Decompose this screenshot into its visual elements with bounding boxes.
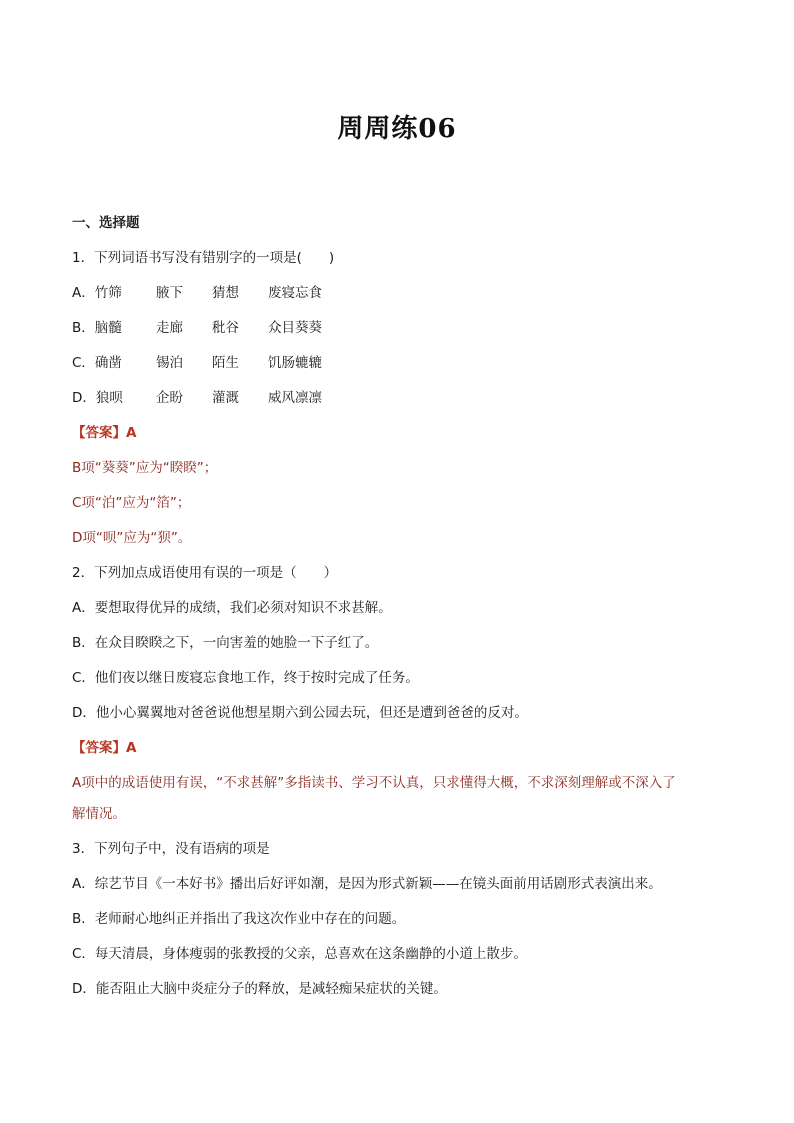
explanation-line: 解情况。 bbox=[72, 806, 126, 822]
question-1-explanation-b: B项“葵葵”应为“睽睽”； bbox=[72, 460, 218, 476]
question-1-stem: 1．下列词语书写没有错别字的一项是( ) bbox=[72, 250, 335, 266]
question-3-option-b: B．老师耐心地纠正并指出了我这次作业中存在的问题。 bbox=[72, 911, 406, 927]
option-word: 猜想 bbox=[212, 285, 239, 301]
option-label: A．竹筛 bbox=[72, 285, 122, 301]
question-1-answer: 【答案】A bbox=[72, 425, 137, 441]
option-word: 灌溉 bbox=[212, 390, 239, 406]
option-word: 废寝忘食 bbox=[268, 285, 322, 301]
question-3-option-a: A．综艺节目《一本好书》播出后好评如潮，是因为形式新颖——在镜头面前用话剧形式表演出来。 bbox=[72, 876, 662, 892]
option-word: 腋下 bbox=[156, 285, 183, 301]
question-1-option-a bbox=[72, 276, 732, 311]
question-2-stem: 2．下列加点成语使用有误的一项是（ ） bbox=[72, 565, 338, 581]
page-title: 周周练06 bbox=[337, 114, 457, 144]
question-1-option-c bbox=[72, 346, 732, 381]
option-label: D．狼呗 bbox=[72, 390, 123, 406]
option-word: 威风凛凛 bbox=[268, 390, 322, 406]
explanation-line: A项中的成语使用有误，“不求甚解”多指读书、学习不认真，只求懂得大概，不求深刻理解或不深入了 bbox=[72, 775, 676, 791]
option-word: 秕谷 bbox=[212, 320, 239, 336]
question-3-option-d: D．能否阻止大脑中炎症分子的释放，是减轻痴呆症状的关键。 bbox=[72, 981, 447, 997]
question-3-stem: 3．下列句子中，没有语病的项是 bbox=[72, 841, 270, 857]
option-word: 锡泊 bbox=[156, 355, 183, 371]
option-word: 走廊 bbox=[156, 320, 183, 336]
option-word: 陌生 bbox=[212, 355, 239, 371]
question-1-explanation-c: C项“泊”应为“箔”； bbox=[72, 495, 191, 511]
question-2-answer: 【答案】A bbox=[72, 740, 137, 756]
question-3-option-c: C．每天清晨，身体瘦弱的张教授的父亲，总喜欢在这条幽静的小道上散步。 bbox=[72, 946, 527, 962]
question-2-option-d: D．他小心翼翼地对爸爸说他想星期六到公园去玩，但还是遭到爸爸的反对。 bbox=[72, 705, 528, 721]
question-2-option-a: A．要想取得优异的成绩，我们必须对知识不求甚解。 bbox=[72, 600, 392, 616]
question-2-explanation bbox=[72, 766, 732, 832]
option-label: C．确凿 bbox=[72, 355, 122, 371]
section-heading: 一、选择题 bbox=[72, 215, 140, 231]
question-1-option-b bbox=[72, 311, 732, 346]
option-word: 众目葵葵 bbox=[268, 320, 322, 336]
question-1-explanation-d: D项“呗”应为“狈”。 bbox=[72, 530, 192, 546]
option-label: B．脑髓 bbox=[72, 320, 122, 336]
option-word: 企盼 bbox=[156, 390, 183, 406]
question-2-option-b: B．在众目睽睽之下，一向害羞的她脸一下子红了。 bbox=[72, 635, 379, 651]
option-word: 饥肠辘辘 bbox=[268, 355, 322, 371]
question-2-option-c: C．他们夜以继日废寝忘食地工作，终于按时完成了任务。 bbox=[72, 670, 419, 686]
question-1-option-d bbox=[72, 381, 732, 416]
document-body bbox=[72, 206, 732, 1007]
